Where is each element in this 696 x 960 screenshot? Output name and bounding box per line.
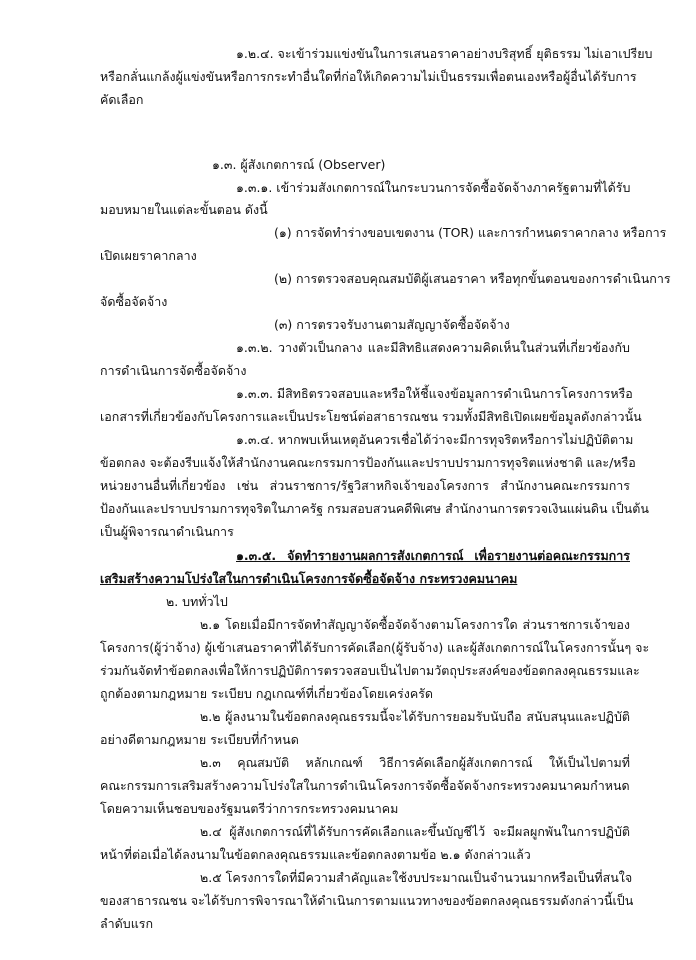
- paragraph-1-3-4-line: ข้อตกลง จะต้องรีบแจ้งให้สำนักงานคณะกรรมการป้องกันและปราบปรามการทุจริตแห่งชาติ และ/หรือ: [100, 455, 636, 470]
- paragraph-1-3-1-line: มอบหมายในแต่ละขั้นตอน ดังนี้: [100, 202, 268, 217]
- paragraph-1-3-1-line: ๑.๓.๑. เข้าร่วมสังเกตการณ์ในกระบวนการจัดซื้อจัดจ้างภาครัฐตามที่ได้รับ: [236, 180, 631, 195]
- paragraph-1-3-2-line: ๑.๓.๒. วางตัวเป็นกลาง และมีสิทธิแสดงความคิดเห็นในส่วนที่เกี่ยวข้องกับ: [236, 340, 630, 355]
- paragraph-1-3-3-line: ๑.๓.๓. มีสิทธิตรวจสอบและหรือให้ชี้แจงข้อมูลการดำเนินการโครงการหรือ: [236, 386, 633, 401]
- paragraph-1-3-5-line: เสริมสร้างความโปร่งใสในการดำเนินโครงการจัดซื้อจัดจ้าง กระทรวงคมนาคม: [100, 571, 518, 586]
- paragraph-2-1-line: ร่วมกันจัดทำข้อตกลงเพื่อให้การปฏิบัติการตรวจสอบเป็นไปตามวัตถุประสงค์ของข้อตกลงคุณธรรมและ: [100, 663, 640, 678]
- paragraph-1-3-5-line: ๑.๓.๕. จัดทำรายงานผลการสังเกตการณ์ เพื่อรายงานต่อคณะกรรมการ: [236, 548, 630, 563]
- list-item-2: (๒) การตรวจสอบคุณสมบัติผู้เสนอราคา หรือทุกขั้นตอนของการดำเนินการ: [274, 271, 671, 286]
- paragraph-2-3-line: โดยความเห็นชอบของรัฐมนตรีว่าการกระทรวงคมนาคม: [100, 801, 399, 816]
- paragraph-1-3-4-line: หน่วยงานอื่นที่เกี่ยวข้อง เช่น ส่วนราชการ/รัฐวิสาหกิจเจ้าของโครงการ สำนักงานคณะกรรมการ: [100, 478, 630, 493]
- paragraph-2-1-line: ๒.๑ โดยเมื่อมีการจัดทำสัญญาจัดซื้อจัดจ้างตามโครงการใด ส่วนราชการเจ้าของ: [200, 617, 630, 632]
- paragraph-1-2-4-line: หรือกลั่นแกล้งผู้แข่งขันหรือการกระทำอื่นใดที่ก่อให้เกิดความไม่เป็นธรรมเพื่อตนเองหรือผู้อื่นได้รับการ: [100, 69, 637, 84]
- paragraph-2-2-line: อย่างดีตามกฎหมาย ระเบียบที่กำหนด: [100, 732, 299, 747]
- list-item-1-cont: เปิดเผยราคากลาง: [100, 248, 197, 263]
- paragraph-1-3-4-line: ป้องกันและปราบปรามการทุจริตในภาครัฐ กรมสอบสวนคดีพิเศษ สำนักงานการตรวจเงินแผ่นดิน เป็นต้น: [100, 501, 649, 516]
- section-1-3-heading: ๑.๓. ผู้สังเกตการณ์ (Observer): [212, 157, 386, 172]
- paragraph-1-3-3-line: เอกสารที่เกี่ยวข้องกับโครงการและเป็นประโยชน์ต่อสาธารณชน รวมทั้งมีสิทธิเปิดเผยข้อมูลดังกล่าวนั้น: [100, 409, 642, 424]
- list-item-2-cont: จัดซื้อจัดจ้าง: [100, 294, 168, 309]
- paragraph-2-5-line: ๒.๕ โครงการใดที่มีความสำคัญและใช้งบประมาณเป็นจำนวนมากหรือเป็นที่สนใจ: [200, 870, 633, 885]
- paragraph-2-4-line: ๒.๔ ผู้สังเกตการณ์ที่ได้รับการคัดเลือกและขึ้นบัญชีไว้ จะมีผลผูกพันในการปฏิบัติ: [200, 824, 630, 839]
- paragraph-2-3-line: ๒.๓ คุณสมบัติ หลักเกณฑ์ วิธีการคัดเลือกผู้สังเกตการณ์ ให้เป็นไปตามที่: [200, 755, 630, 770]
- list-item-3: (๓) การตรวจรับงานตามสัญญาจัดซื้อจัดจ้าง: [274, 317, 510, 332]
- paragraph-2-1-line: โครงการ(ผู้ว่าจ้าง) ผู้เข้าเสนอราคาที่ได้รับการคัดเลือก(ผู้รับจ้าง) และผู้สังเกตการณ์ในโครงการนั้นๆ จะ: [100, 640, 650, 655]
- section-2-heading: ๒. บททั่วไป: [166, 594, 228, 609]
- paragraph-2-4-line: หน้าที่ต่อเมื่อได้ลงนามในข้อตกลงคุณธรรมและข้อตกลงตามข้อ ๒.๑ ดังกล่าวแล้ว: [100, 847, 531, 862]
- paragraph-1-3-2-line: การดำเนินการจัดซื้อจัดจ้าง: [100, 363, 247, 378]
- paragraph-2-3-line: คณะกรรมการเสริมสร้างความโปร่งใสในการดำเนินโครงการจัดซื้อจัดจ้างกระทรวงคมนาคมกำหนด: [100, 778, 630, 793]
- paragraph-1-3-4-line: เป็นผู้พิจารณาดำเนินการ: [100, 524, 234, 539]
- paragraph-1-3-4-line: ๑.๓.๔. หากพบเห็นเหตุอันควรเชื่อได้ว่าจะมีการทุจริตหรือการไม่ปฏิบัติตาม: [236, 432, 634, 447]
- paragraph-1-2-4-line: คัดเลือก: [100, 92, 144, 107]
- paragraph-2-2-line: ๒.๒ ผู้ลงนามในข้อตกลงคุณธรรมนี้จะได้รับการยอมรับนับถือ สนับสนุนและปฏิบัติ: [200, 709, 630, 724]
- paragraph-2-5-line: ของสาธารณชน จะได้รับการพิจารณาให้ดำเนินการตามแนวทางของข้อตกลงคุณธรรมดังกล่าวนี้เป็น: [100, 893, 634, 908]
- paragraph-2-1-line: ถูกต้องตามกฎหมาย ระเบียบ กฎเกณฑ์ที่เกี่ยวข้องโดยเคร่งครัด: [100, 686, 434, 701]
- paragraph-1-2-4-line: ๑.๒.๔. จะเข้าร่วมแข่งขันในการเสนอราคาอย่างบริสุทธิ์ ยุติธรรม ไม่เอาเปรียบ: [236, 46, 653, 61]
- paragraph-2-5-line: ลำดับแรก: [100, 916, 154, 931]
- list-item-1: (๑) การจัดทำร่างขอบเขตงาน (TOR) และการกำหนดราคากลาง หรือการ: [274, 225, 667, 240]
